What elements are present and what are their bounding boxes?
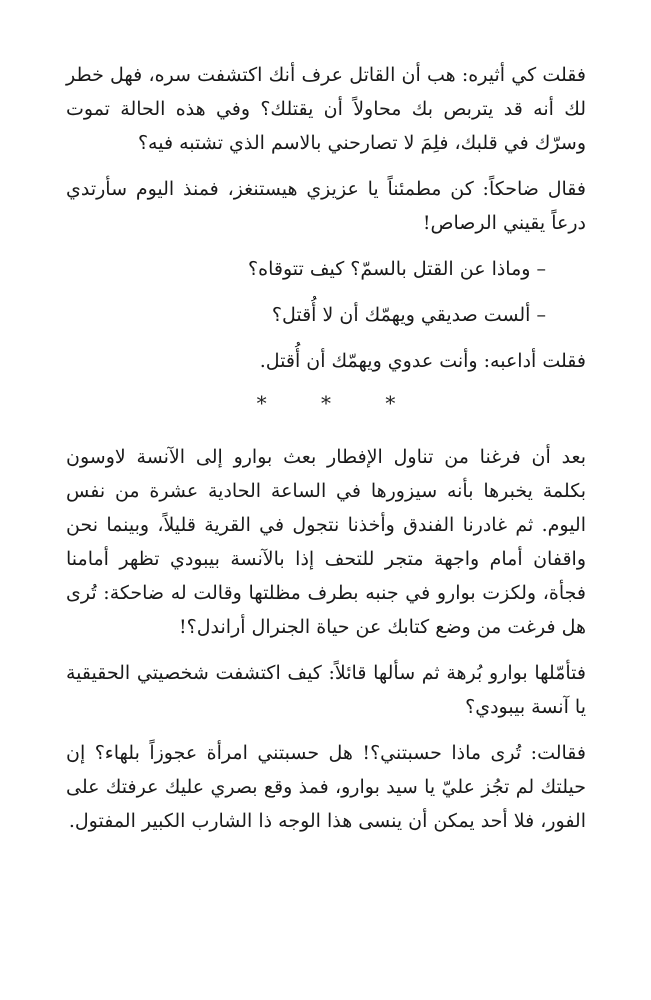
paragraph-6: فقالت: تُرى ماذا حسبتني؟! هل حسبتني امرأة عجوزاً بلهاء؟ إن حيلتك لم تجُز عليّ يا سيد بوارو، فمذ وقع بصري عليك عرفتك على الفور، فلا أحد يمكن أن ينسى هذا الوجه ذا الشارب الكبير المفتول. [66,742,586,832]
section-separator: * * * [256,391,420,415]
dialogue-line-2: – ألست صديقي ويهمّك أن لا أُقتل؟ [271,304,546,326]
paragraph-4: بعد أن فرغنا من تناول الإفطار بعث بوارو إلى الآنسة لاوسون بكلمة يخبرها بأنه سيزورها في الساعة الحادية عشرة من نفس اليوم. ثم غادرنا الفندق وأخذنا نتجول في القرية قليلاً، وبينما نحن واقفان أمام واجهة متجر للتحف إذا بالآنسة بيبودي تظهر أمامنا فجأة، ولكزت بوارو في جنبه بطرف مظلتها وقالت له ضاحكة: تُرى هل فرغت من وضع كتابك عن حياة الجنرال أراندل؟! [66,446,586,638]
paragraph-5: فتأمّلها بوارو بُرهة ثم سألها قائلاً: كيف اكتشفت شخصيتي الحقيقية يا آنسة بيبودي؟ [66,662,586,718]
paragraph-3: فقلت أداعبه: وأنت عدوي ويهمّك أن أُقتل. [259,350,586,372]
paragraph-2: فقال ضاحكاً: كن مطمئناً يا عزيزي هيستنغز، فمنذ اليوم سأرتدي درعاً يقيني الرصاص! [66,178,586,234]
book-page [66,58,586,850]
dialogue-line-1: – وماذا عن القتل بالسمّ؟ كيف تتوقاه؟ [248,258,546,280]
paragraph-1: فقلت كي أثيره: هب أن القاتل عرف أنك اكتشفت سره، فهل خطر لك أنه قد يتربص بك محاولاً أن يقتلك؟ وفي هذه الحالة تموت وسرّك في قلبك، فلِمَ لا تصارحني بالاسم الذي تشتبه فيه؟ [66,64,586,154]
